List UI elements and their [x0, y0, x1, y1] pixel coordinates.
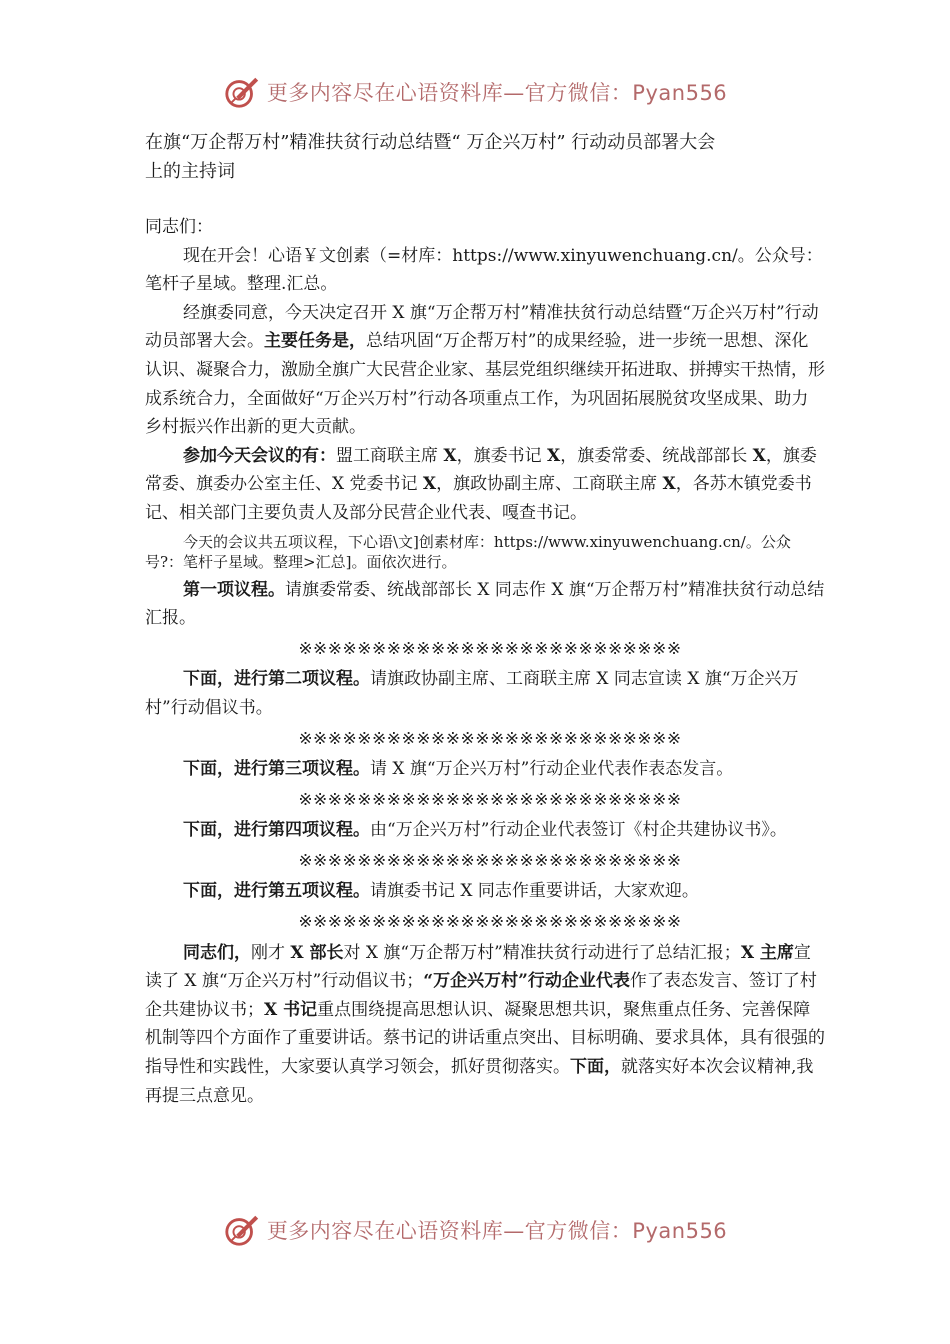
salutation: 同志们： — [145, 217, 213, 237]
separator: ※※※※※※※※※※※※※※※※※※※※※※※※※※ — [298, 912, 682, 933]
paragraph-agenda-intro: 今天的会议共五项议程，下心语\文]创素材库：https://www.xinyuwenchuang.cn/。公众号?：笔杆子星域。整理>汇总]。面依次进行。 — [145, 532, 791, 571]
agenda-item-3: 下面，进行第三项议程。请 X 旗“万企兴万村”行动企业代表作表态发言。 — [183, 759, 734, 780]
header-brand-text: 更多内容尽在心语资料库—官方微信：Pyan556 — [266, 81, 728, 105]
paragraph-attendees: 参加今天会议的有：盟工商联主席 X，旗委书记 X，旗委常委、统战部部长 X，旗委常委、旗委办公室主任、X 党委书记 X，旗政协副主席、工商联主席 X，各苏木镇党委书记、相关部门主要负责人及部分民营企业代表、嘎查书记。 — [145, 445, 817, 523]
separator: ※※※※※※※※※※※※※※※※※※※※※※※※※※ — [298, 638, 682, 659]
pen-logo-icon — [223, 1211, 261, 1249]
agenda-item-2: 下面，进行第二项议程。请旗政协副主席、工商联主席 X 同志宣读 X 旗“万企兴万村”行动倡议书。 — [145, 669, 799, 718]
separator: ※※※※※※※※※※※※※※※※※※※※※※※※※※ — [298, 789, 682, 810]
header-watermark — [0, 72, 950, 112]
footer-watermark — [0, 1210, 950, 1250]
pen-logo-icon — [223, 73, 261, 111]
agenda-item-1: 第一项议程。请旗委常委、统战部部长 X 同志作 X 旗“万企帮万村”精准扶贫行动总结汇报。 — [145, 579, 825, 629]
agenda-item-5: 下面，进行第五项议程。请旗委书记 X 同志作重要讲话，大家欢迎。 — [183, 881, 699, 902]
document-title: 在旗“万企帮万村”精准扶贫行动总结暨“ 万企兴万村” 行动动员部署大会 上的主持词 — [145, 132, 716, 182]
paragraph-purpose: 经旗委同意，今天决定召开 X 旗“万企帮万村”精准扶贫行动总结暨“万企兴万村”行动动员部署大会。主要任务是，总结巩固“万企帮万村”的成果经验，进一步统一思想、深化认识、凝聚合力，激励全旗广大民营企业家、基层党组织继续开拓进取、拼搏实干热情，形成系统合力，全面做好“万企兴万村”行动各项重点工作，为巩固拓展脱贫攻坚成果、助力乡村振兴作出新的更大贡献。 — [145, 302, 825, 438]
separator: ※※※※※※※※※※※※※※※※※※※※※※※※※※ — [298, 850, 682, 871]
paragraph-summary: 同志们，刚才 X 部长对 X 旗“万企帮万村”精准扶贫行动进行了总结汇报；X 主席宣读了 X 旗“万企兴万村”行动倡议书；“万企兴万村”行动企业代表作了表态发言、签订了村企共建协议书；X 书记重点围绕提高思想认识、凝聚思想共识，聚焦重点任务、完善保障机制等四个方面作了重要讲话。蔡书记的讲话重点突出、目标明确、要求具体，具有很强的指导性和实践性，大家要认真学习领会，抓好贯彻落实。下面，就落实好本次会议精神,我再提三点意见。 — [145, 942, 825, 1106]
separator: ※※※※※※※※※※※※※※※※※※※※※※※※※※ — [298, 728, 682, 749]
footer-brand-text: 更多内容尽在心语资料库—官方微信：Pyan556 — [266, 1219, 728, 1243]
agenda-item-4: 下面，进行第四项议程。由“万企兴万村”行动企业代表签订《村企共建协议书》。 — [183, 820, 787, 841]
document-body — [145, 128, 825, 1110]
paragraph-opening: 现在开会！心语￥文创素（=材库：https://www.xinyuwenchuang.cn/。公众号：笔杆子星域。整理.汇总。 — [145, 245, 823, 295]
